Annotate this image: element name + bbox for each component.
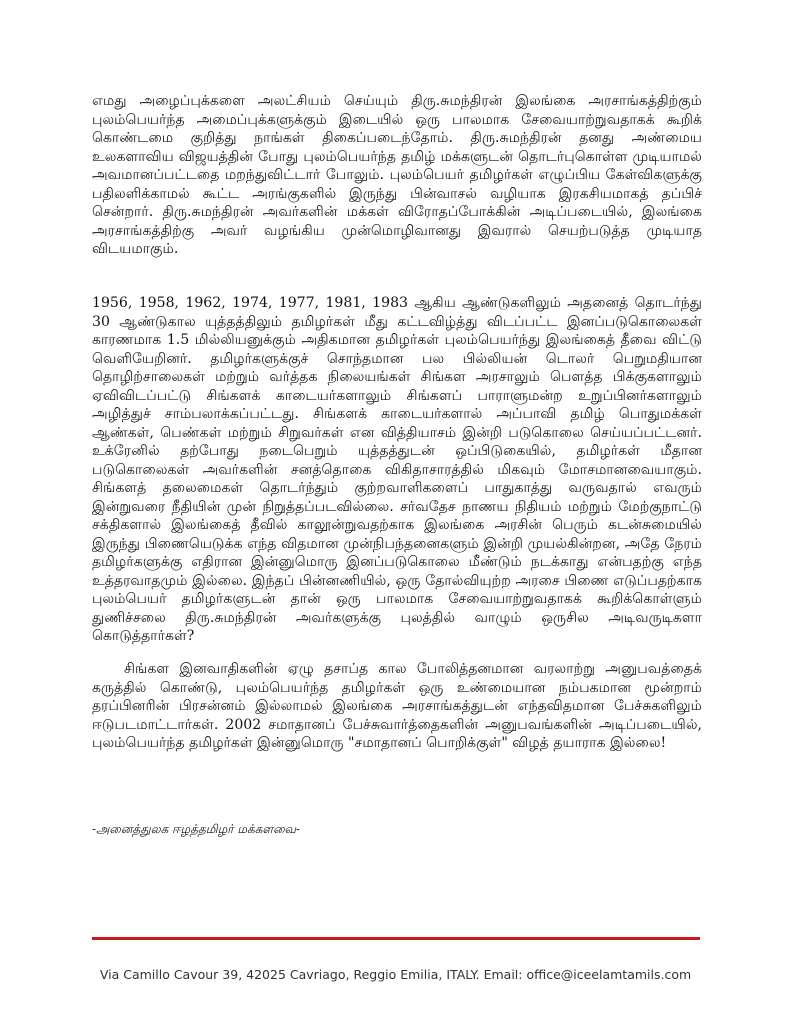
paragraph-1: எமது அழைப்புக்களை அலட்சியம் செய்யும் திரு.சுமந்திரன் இலங்கை அரசாங்கத்திற்கும் புலம்பெயர்ந்த அமைப்புக்களுக்கும் இடையில் ஒரு பாலமாக சேவையாற்றுவதாகக் கூறிக் கொண்டமை குறித்து நாங்கள் திகைப்படைந்தோம். திரு.சுமந்திரன் தனது அண்மைய உலகளாவிய விஜயத்தின் போது புலம்பெயர்ந்த தமிழ் மக்களுடன் தொடர்புகொள்ள முடியாமல் அவமானப்பட்டதை மறந்துவிட்டார் போலும். புலம்பெயர் தமிழர்கள் எழுப்பிய கேள்விகளுக்கு பதிலளிக்காமல் கூட்ட அரங்குகளில் இருந்து பின்வாசல் வழியாக இரகசியமாகத் தப்பிச் சென்றார். திரு.சுமந்திரன் அவர்களின் மக்கள் விரோதப்போக்கின் அடிப்படையில், இலங்கை அரசாங்கத்திற்கு அவர் வழங்கிய முன்மொழிவானது இவரால் செயற்படுத்த முடியாத விடயமாகும்.	[92, 93, 702, 257]
paragraph-3: சிங்கள இனவாதிகளின் ஏழு தசாப்த கால போலித்தனமான வரலாற்று அனுபவத்தைக் கருத்தில் கொண்டு, புலம்பெயர்ந்த தமிழர்கள் ஒரு உண்மையான நம்பகமான மூன்றாம் தரப்பினரின் பிரசன்னம் இல்லாமல் இலங்கை அரசாங்கத்துடன் எந்தவிதமான பேச்சுகளிலும் ஈடுபடமாட்டார்கள். 2002 சமாதானப் பேச்சுவார்த்தைகளின் அனுபவங்களின் அடிப்படையில், புலம்பெயர்ந்த தமிழர்கள் இன்னுமொரு "சமாதானப் பொறிக்குள்" விழத் தயாராக இல்லை!	[92, 661, 702, 751]
signature-line: -அனைத்துலக ஈழத்தமிழர் மக்களவை-	[92, 822, 301, 836]
footer-divider	[92, 937, 700, 940]
paragraph-2: 1956, 1958, 1962, 1974, 1977, 1981, 1983 ஆகிய ஆண்டுகளிலும் அதனைத் தொடர்ந்து 30 ஆண்டுகால யுத்தத்திலும் தமிழர்கள் மீது கட்டவிழ்த்து விடப்பட்ட இனப்படுகொலைகள் காரணமாக 1.5 மில்லியனுக்கும் அதிகமான தமிழர்கள் புலம்பெயர்ந்து இலங்கைத் தீவை விட்டு வெளியேறினர். தமிழர்களுக்குச் சொந்தமான பல பில்லியன் டொலர் பெறுமதியான தொழிற்சாலைகள் மற்றும் வர்த்தக நிலையங்கள் சிங்கள அரசாலும் பௌத்த பிக்குகளாலும் ஏவிவிடப்பட்டு சிங்களக் காடையர்களாலும் சிங்களப் பாராளுமன்ற உறுப்பினர்களாலும் அழித்துச் சாம்பலாக்கப்பட்டது. சிங்களக் காடையர்களால் அப்பாவி தமிழ் பொதுமக்கள் ஆண்கள், பெண்கள் மற்றும் சிறுவர்கள் என வித்தியாசம் இன்றி படுகொலை செய்யப்பட்டனர். உக்ரேனில் தற்போது நடைபெறும் யுத்தத்துடன் ஒப்பிடுகையில், தமிழர்கள் மீதான படுகொலைகள் அவர்களின் சனத்தொகை விகிதாசாரத்தில் மிகவும் மோசமானவையாகும். சிங்களத் தலைமைகள் தொடர்ந்தும் குற்றவாளிகளைப் பாதுகாத்து வருவதால் எவரும் இன்றுவரை நீதியின் முன் நிறுத்தப்படவில்லை. சர்வதேச நாணய நிதியம் மற்றும் மேற்குநாட்டு சக்திகளால் இலங்கைத் தீவில் காலூன்றுவதற்காக இலங்கை அரசின் பெரும் கடன்சுமையில் இருந்து பிணையெடுக்க எந்த விதமான முன்நிபந்தனைகளும் இன்றி முயல்கின்றன, அதே நேரம் தமிழர்களுக்கு எதிரான இன்னுமொரு இனப்படுகொலை மீண்டும் நடக்காது என்பதற்கு எந்த உத்தரவாதமும் இல்லை. இந்தப் பின்னணியில், ஒரு தோல்வியுற்ற அரசை பிணை எடுப்பதற்காக புலம்பெயர் தமிழர்களுடன் தான் ஒரு பாலமாக சேவையாற்றுவதாகக் கூறிக்கொள்ளும் துணிச்சலை திரு.சுமந்திரன் அவர்களுக்கு புலத்தில் வாழும் ஒருசில அடிவருடிகளா கொடுத்தார்கள்?	[92, 295, 702, 644]
footer-address: Via Camillo Cavour 39, 42025 Cavriago, Reggio Emilia, ITALY. Email: office@iceelamtamils.com	[99, 967, 692, 982]
